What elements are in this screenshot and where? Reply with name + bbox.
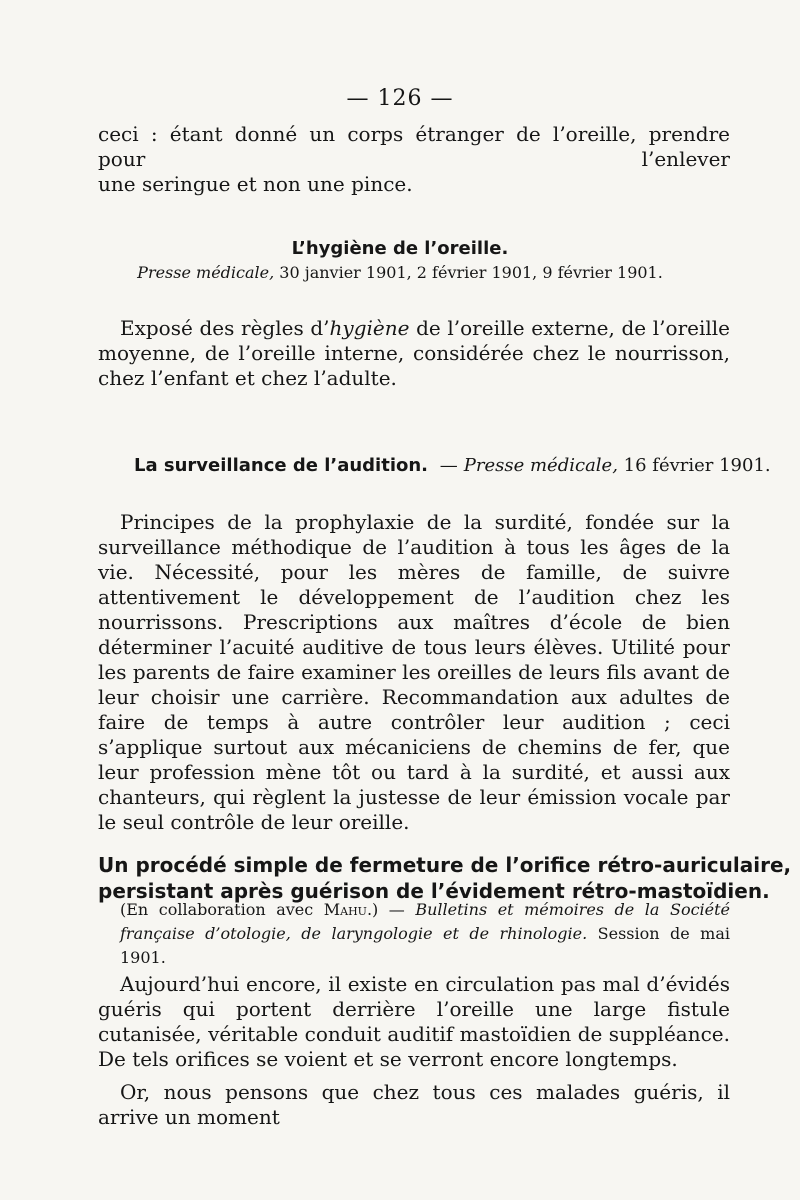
intro-line-1: ceci : étant donné un corps étranger de l’oreille, prendre pour l’enlever: [98, 122, 730, 171]
hygiene-paragraph: [98, 316, 730, 391]
procede-credits: [120, 898, 730, 970]
intro-paragraph: [98, 122, 730, 197]
hygiene-title: L’hygiène de l’oreille.: [291, 238, 509, 259]
procede-paragraph-1: Aujourd’hui encore, il existe en circulation pas mal d’évidés guéris qui portent derrière l’oreille une large fistule cutanisée, véritable conduit auditif mastoïdien de suppléance. De tels orifices se voient et se verront encore longtemps.: [98, 972, 730, 1071]
procede-collab-suffix: .) —: [366, 900, 416, 919]
hygiene-text-end: de l’oreille externe, de l’oreille moyenne, de l’oreille interne, considérée chez le nourrisson, chez l’enfant et chez l’adulte.: [98, 316, 730, 390]
hygiene-source-dates: 30 janvier 1901, 2 février 1901, 9 février 1901.: [274, 263, 663, 282]
surveillance-title: La surveillance de l’audition.: [134, 455, 429, 476]
surveillance-dash: —: [439, 455, 458, 476]
procede-paragraph-2: Or, nous pensons que chez tous ces malades guéris, il arrive un moment: [98, 1080, 730, 1129]
procede-collab-name: Mahu: [323, 900, 367, 919]
surveillance-source-journal: Presse médicale,: [463, 455, 618, 476]
procede-title: [98, 852, 792, 904]
procede-collab-prefix: (En collaboration avec: [120, 900, 324, 919]
intro-line-2: une seringue et non une pince.: [98, 172, 413, 196]
procede-title-line-1: Un procédé simple de fermeture de l’orifice rétro-auriculaire,: [98, 853, 792, 877]
hygiene-source: [0, 263, 800, 282]
procede-source-session: Session de mai 1901.: [120, 924, 731, 967]
procede-source-journal: Bulletins et mémoires de la Société française d’otologie, de laryngologie et de rhinologie.: [120, 900, 731, 943]
page-number: — 126 —: [346, 86, 454, 111]
hygiene-text-italic: hygiène: [329, 316, 410, 340]
surveillance-source-date: 16 février 1901.: [617, 455, 771, 476]
surveillance-heading: [134, 455, 771, 476]
hygiene-text-start: Exposé des règles d’: [120, 316, 330, 340]
surveillance-paragraph: Principes de la prophylaxie de la surdité, fondée sur la surveillance méthodique de l’audition à tous les âges de la vie. Nécessité, pour les mères de famille, de suivre attentivement le développement de l’audition chez les nourrissons. Prescriptions aux maîtres d’école de bien déterminer l’acuité auditive de tous leurs élèves. Utilité pour les parents de faire examiner les oreilles de leurs fils avant de leur choisir une carrière. Recommandation aux adultes de faire de temps à autre contrôler leur audition ; ceci s’applique surtout aux mécaniciens de chemins de fer, que leur profession mène tôt ou tard à la surdité, et aussi aux chanteurs, qui règlent la justesse de leur émission vocale par le seul contrôle de leur oreille.: [98, 510, 730, 834]
procede-title-line-2: persistant après guérison de l’évidement rétro-mastoïdien.: [98, 879, 770, 903]
hygiene-source-journal: Presse médicale,: [137, 263, 275, 282]
